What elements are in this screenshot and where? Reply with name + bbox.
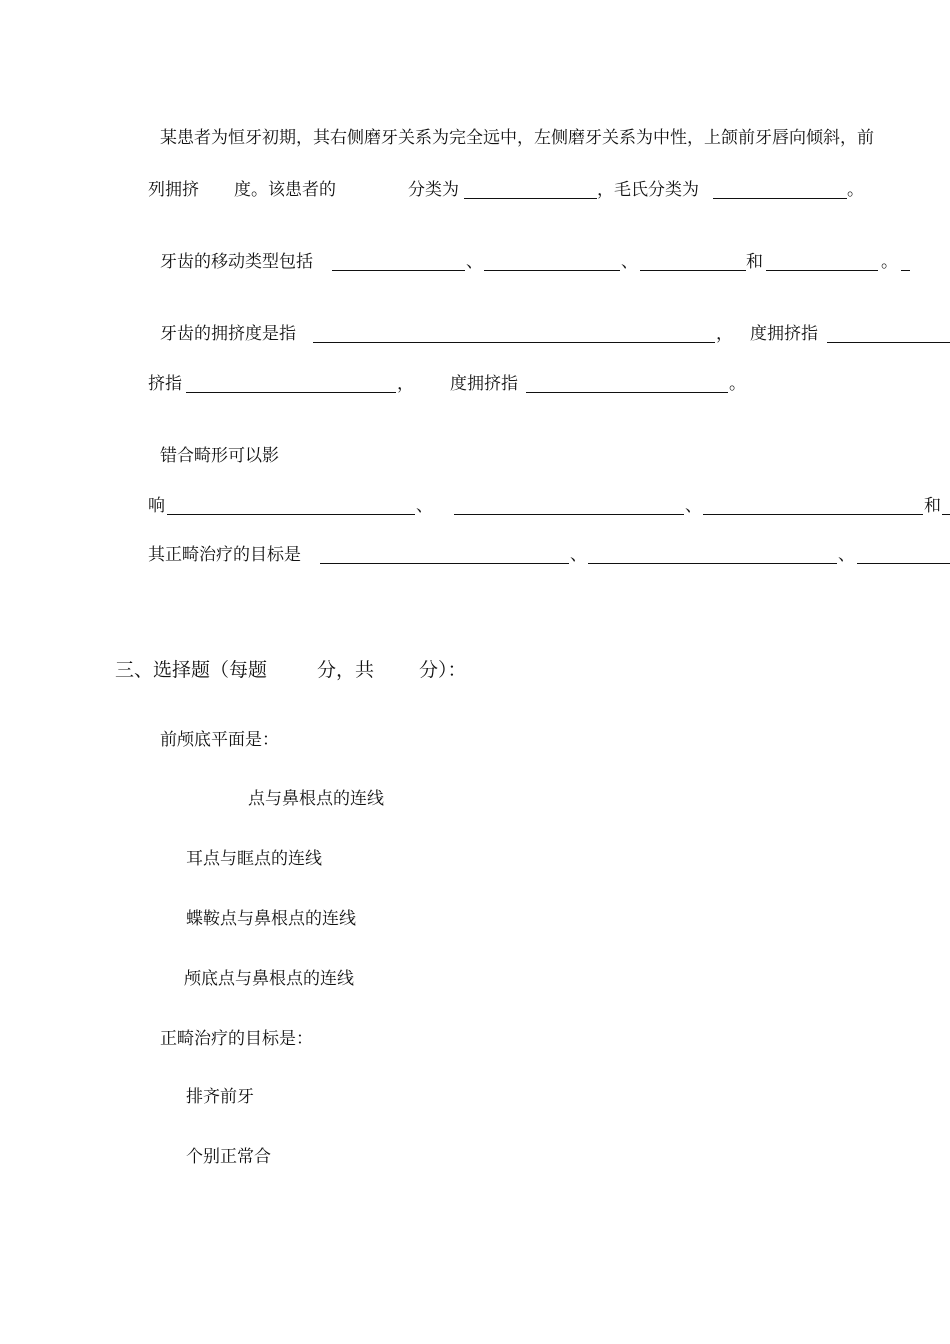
answer-blank[interactable] <box>766 270 878 271</box>
option-text: 颅底点与鼻根点的连线 <box>184 969 354 989</box>
question-text: 度拥挤指 <box>750 324 818 344</box>
option-text: 个别正常合 <box>186 1147 271 1167</box>
answer-blank[interactable] <box>703 514 923 515</box>
section-heading-text: 分，共 <box>317 659 375 681</box>
answer-blank[interactable] <box>332 270 465 271</box>
answer-blank[interactable] <box>901 270 910 271</box>
answer-blank[interactable] <box>713 198 847 199</box>
question-text: 错合畸形可以影 <box>160 446 279 466</box>
option-text: 点与鼻根点的连线 <box>248 789 384 809</box>
question-text: 牙齿的拥挤度是指 <box>160 324 296 344</box>
question-text: 响 <box>148 496 165 516</box>
question-text: 和 <box>746 252 763 272</box>
question-text: 。 <box>729 374 746 394</box>
answer-blank[interactable] <box>167 514 415 515</box>
answer-blank[interactable] <box>827 342 950 343</box>
question-stem: 前颅底平面是： <box>160 730 279 750</box>
question-stem: 正畸治疗的目标是： <box>160 1029 313 1049</box>
option-text: 耳点与眶点的连线 <box>186 849 322 869</box>
answer-blank[interactable] <box>313 342 715 343</box>
option-text: 排齐前牙 <box>186 1087 254 1107</box>
question-text: ， <box>397 374 414 394</box>
answer-blank[interactable] <box>942 514 950 515</box>
separator: 、 <box>570 545 587 565</box>
question-text: 度。该患者的 <box>234 180 336 200</box>
answer-blank[interactable] <box>857 563 950 564</box>
answer-blank[interactable] <box>464 198 597 199</box>
separator: 、 <box>416 496 433 516</box>
question-text: 。 <box>847 180 864 200</box>
answer-blank[interactable] <box>588 563 837 564</box>
section-heading-text: 三、选择题（每题 <box>115 659 268 681</box>
separator: 、 <box>838 545 855 565</box>
answer-blank[interactable] <box>484 270 620 271</box>
question-text: 其正畸治疗的目标是 <box>148 545 301 565</box>
question-text: 挤指 <box>148 374 182 394</box>
option-text: 蝶鞍点与鼻根点的连线 <box>186 909 356 929</box>
answer-blank[interactable] <box>640 270 746 271</box>
question-text: 牙齿的移动类型包括 <box>160 252 313 272</box>
separator: 、 <box>466 252 483 272</box>
section-heading-text: 分）： <box>419 659 467 681</box>
question-text: 度拥挤指 <box>450 374 518 394</box>
separator: 、 <box>621 252 638 272</box>
question-text: 某患者为恒牙初期，其右侧磨牙关系为完全远中，左侧磨牙关系为中性，上颌前牙唇向倾斜，前 <box>160 128 874 148</box>
question-text: 。 <box>881 252 898 272</box>
separator: 、 <box>685 496 702 516</box>
answer-blank[interactable] <box>320 563 569 564</box>
answer-blank[interactable] <box>186 392 396 393</box>
question-text: ，毛氏分类为 <box>597 180 699 200</box>
question-text: 分类为 <box>408 180 459 200</box>
question-text: ， <box>716 324 733 344</box>
question-text: 列拥挤 <box>148 180 199 200</box>
answer-blank[interactable] <box>454 514 684 515</box>
answer-blank[interactable] <box>526 392 728 393</box>
question-text: 和 <box>924 496 941 516</box>
